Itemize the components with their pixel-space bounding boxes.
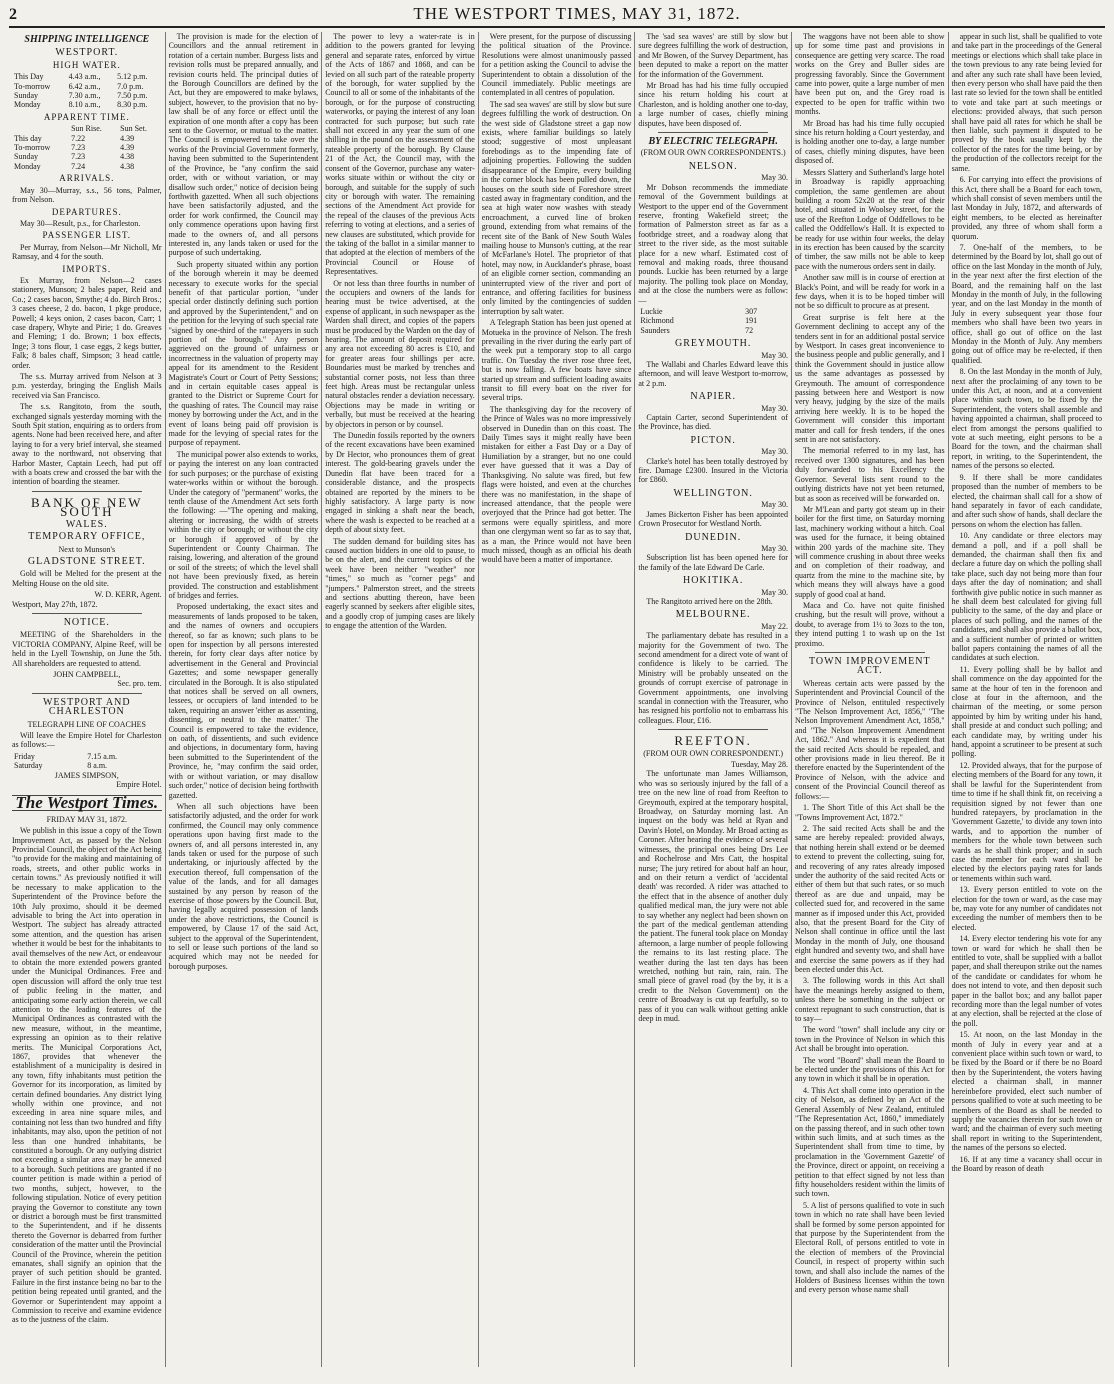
poll-table: [638, 307, 788, 335]
sun-row-cell: 4.38: [120, 152, 135, 162]
notice-role: Sec. pro. tem.: [117, 679, 162, 689]
high-water-row: [12, 100, 162, 109]
article-paragraph: When all such objections have been satisfactorily adjusted, and the order for work confirmed, the Council may only commence operations upon having first made to the owners of, and all persons interested in, any lands taken or used for the purpose of such undertaking, or injuriously affected by the execution thereof, full compensation of the value of the lands, and for all damages sustained by any person by reason of the exercise of those powers by the Council. But, having legally acquired possession of lands under the above restrictions, the Council is empowered, by Clause 17 of the said Act, subject to the approval of the Superintendent, to sell or lease such portions of the land so acquired which may not be needed for borough purposes.: [168, 801, 319, 971]
sun-row-cell: 7.23: [71, 152, 86, 162]
article-paragraph: Proposed undertaking, the exact sites and measurements of lands proposed to be taken, and the names of owners and occupiers thereof, so far as known; such plans to be open for inspection by all persons interested therein, for forty clear days after notice by advertisement in the General and Provincial Gazettes; and some newspaper generally circulated in the Borough. It is also stipulated that notices shall be served on all owners, lessees, or occupiers of land intended to be taken, requiring an answer 'either as assenting, dissenting, or neutral to the matter.' The Council is empowered to take the evidence, on oath, of dissentients, and such evidence and objections, in documentary form, having been submitted to the Superintendent of the Province, he, "may confirm the said order, with or without variation, or may disallow such order," notice of decision being forthwith gazetted.: [168, 602, 319, 800]
article-paragraph: The provision is made for the election of Councillors and the annual retirement in rotation of a certain number. Burgess lists and revision rolls must be prepared annually, and revision courts held. The principal duties of the Borough Councillors are defined by the Act, but they are empowered to make bylaws, subject, however, to the provision that no by-law shall be of any force or effect until the expiration of one month after a copy has been sent to the Governor, or mutual to the matter. The Council is empowered to take over the works of the Provincial Government formerly, having been submitted to the Superintendent of the Province, be "any confirm the said order, with or without variation, or may disallow such order," notice of decision being forthwith gazetted. When all such objections have been satisfactorily adjusted, and the order for work confirmed, the Council may only commence operations upon having first made to the owners of, and all persons interested in, any lands taken or used for the purpose of such undertaking.: [168, 32, 319, 258]
notice-sign: JOHN CAMPBELL,: [53, 669, 121, 679]
telegraph-items: [638, 162, 788, 725]
telegraph-date: May 30.: [761, 587, 788, 597]
sun-row-cell: Monday: [14, 161, 41, 171]
act-clause: 4. This Act shall come into operation in the city of Nelson, as defined by an Act of the General Assembly of New Zealand, entituled "The Representation Act, 1860," immediately on the passing thereof, and in such other town within such limits, and at such times as the Superintendent shall from time to time, by proclamation in the 'Government Gazette' of the Province, direct or appoint, on receiving a petition to that effect signed by not less than fifty householders resident within the limits of such town.: [794, 1085, 945, 1199]
shipping-port: WESTPORT.: [55, 47, 119, 59]
telegraph-sub: (FROM OUR OWN CORRESPONDENTS.): [640, 148, 786, 158]
column-7: [949, 32, 1105, 1367]
poll-name: Luckie: [640, 306, 663, 316]
high-water-row-cell: 8.30 p.m.: [117, 100, 148, 110]
reefton-title: REEFTON.: [674, 733, 752, 749]
notice-body: MEETING of the Shareholders in the VICTORIA COMPANY, Alpine Reef, will be held in the Lyell Township, on June the 5th. All shareholders are requested to attend.: [12, 630, 162, 668]
telegraph-date: May 30.: [761, 173, 788, 183]
article-paragraph: The Dunedin fossils reported by the owners of the recent excavations have been examined by Dr Hector, who pronounces them of great interest. The gold-bearing gravels under the Dunedin flat have been traced for a considerable distance, and the prospects obtained are reported by the miners to be highly satisfactory. A large party is now engaged in sinking a shaft near the beach, where the wash is expected to be reached at a depth of about sixty feet.: [325, 431, 475, 535]
telegraph-date: May 30.: [761, 403, 788, 413]
town-act-clauses-cont: [952, 32, 1102, 1173]
high-water-row: [12, 72, 162, 81]
act-clause: The word "town" shall include any city or town in the Province of Nelson in which this Act shall be brought into operation.: [794, 1025, 945, 1054]
shipping-note: The s.s. Murray arrived from Nelson at 3 p.m. yesterday, bringing the English Mails received via San Francisco.: [12, 372, 162, 400]
coach-row: [12, 752, 162, 761]
telegraph-place: HOKITIKA.: [682, 575, 744, 587]
reefton-date: Tuesday, May 28.: [731, 760, 788, 770]
coaches-title: WESTPORT AND CHARLESTON: [42, 696, 131, 718]
coach-row-cell: 8 a.m.: [87, 761, 108, 771]
act-clause: 10. Any candidate or three electors may demand a poll, and if a poll shall be demanded, the chairman shall then fix and declare a future day on which the polling shall take place, such day not being more than four days after the day of nomination; and shall forthwith give public notice in such manner as he shall deem best calculated for giving full publicity to the same, of the day and place or places of such polling, and the names of the candidates, and shall also provide a ballot box, and a sufficient number of printed or written ballot papers containing the names of all the candidates at such election.: [951, 531, 1102, 663]
poll-name: Richmond: [640, 316, 674, 326]
article-paragraph: The thanksgiving day for the recovery of the Prince of Wales was no more impressively observed in Dunedin than on this coast. The Daily Times says it might really have been mistaken for either a Fast Day or a Day of Humiliation by a stranger, but no one could ever have guessed that it was a Day of Thanksgiving. No salute was fired, but few flags were hoisted, and even at the churches there was no manifestation, in the shape of increased attendance, that the people were overjoyed that the Prince had got better. The sermons were equally spiritless, and more than one clergyman went so far as to say that, as a man, the Prince would not have been much missed, though as an official his death would have been a matter of importance.: [481, 404, 632, 565]
act-clause: 14. Every elector tendering his vote for any town or ward for which he shall then be entitled to vote, shall be supplied with a ballot paper, and shall thereupon strike out the names of the candidate or candidates for whom he does not intend to vote, and then deposit such paper in the ballot box; and any ballot paper recording more than the legal number of votes at any election, shall be rejected at the close of the poll.: [951, 934, 1102, 1028]
sun-row: [12, 143, 162, 152]
sun-row: [12, 152, 162, 161]
article-paragraph: Or not less than three fourths in number of the occupiers and owners of the lands for hearing must be twice advertised, at the expense of applicant, in such newspaper as the Warden shall direct, and copies of the papers must be produced by the Warden on the day of hearing. The amount of deposit required for any area not exceeding 80 acres is £10, and for greater areas four shillings per acre. Boundaries must be marked by trenches and substantial corner posts, not less than three feet high. Areas must be rectangular unless natural obstacles render a deviation necessary. Objections may be made in writing or verbally, but must be received at the hearing by objectors in person or by counsel.: [325, 278, 475, 429]
sun-row-cell: 4.39: [120, 143, 135, 153]
sun-row-cell: 7.24: [71, 161, 86, 171]
high-water-row-cell: 5.12 p.m.: [117, 72, 148, 82]
coaches-place: Empire Hotel.: [116, 780, 162, 790]
passenger-label: PASSENGER LIST.: [42, 230, 132, 241]
sun-row-cell: 4.39: [120, 133, 135, 143]
telegraph-place: WELLINGTON.: [673, 487, 753, 499]
coaches-sign: JAMES SIMPSON,: [54, 770, 119, 780]
shipping-title: SHIPPING INTELLIGENCE: [24, 34, 150, 45]
high-water-row-cell: 7.50 p.m.: [117, 91, 148, 101]
telegraph-date: May 30.: [761, 500, 788, 510]
article-paragraph: The waggons have not been able to show up for some time past and provisions in consequence are getting very scarce. The road works on the Grey and Buller sides are progressing favorably. Since the Government came into power, quite a large number of men have been put on, and the Grey road is expected to be open for traffic within two months.: [794, 32, 945, 117]
telegraph-date: May 30.: [761, 543, 788, 553]
telegraph-place: MELBOURNE.: [675, 609, 751, 621]
sun-row-cell: 7.23: [71, 143, 86, 153]
sun-row-cell: This day: [14, 133, 42, 143]
poll-name: Saunders: [640, 325, 670, 335]
article-paragraph: The 'sad sea waves' are still by slow but sure degrees fulfilling the work of destruction, and Mr Bowen, of the Survey Department, has been deputed to make a report on the matter for the information of the Government.: [638, 32, 788, 79]
high-water-row: [12, 91, 162, 100]
coaches-times: [12, 752, 162, 771]
article-paragraph: Mr Broad has had his time fully occupied since his return holding a Court yesterday, and is holding another one to-day, a large number of cases, chiefly mining disputes, have been disposed of.: [794, 118, 945, 166]
act-clause: 2. The said recited Acts shall be and the same are hereby repealed: provided always, that nothing herein shall extend or be deemed to extend to prevent the collecting, suing for, and recovering of any rates already imposed under the authority of the said recited Acts or either of them but that such rates, or so much thereof as are due and unpaid, may be collected sued for, and recovered in the same manner as if imposed under this Act, provided also, that the present Board for the City of Nelson shall continue in office until the last Monday in the month of July, one thousand eight hundred and seventy two, and shall have and exercise the same powers as if they had been elected under this Act.: [794, 823, 945, 974]
sun-row-cell: Sunday: [14, 152, 38, 162]
lead-article: We publish in this issue a copy of the Town Improvement Act, as passed by the Nelson Provincial Council, the object of the Act being "to provide for the making and maintaining of roads, streets, and other public works in certain towns." As previously notified it will be necessary to make application to the Superintendent of the Province before the 10th July proximo, should it be deemed advisable to bring the Act into operation in Westport. The subject has already attracted some attention, and the question has arisen whether it would be best for the inhabitants to avail themselves of the new Act, or endeavour to obtain the more extended powers granted under the Municipal Ordinances. Free and open discussion will afford the only true test of public feeling in the matter, and anticipating some early action therein, we call attention to the leading features of the Municipal Ordinances as contrasted with the new measure, without, in the meantime, expressing an opinion as to their relative merits. The Municipal Corporations Act, 1867, provides that whenever the establishment of a municipality is desired in any town, fifty inhabitants must petition the Governor for its incorporation, as limited by certain defined boundaries. Any district lying wholly within one province, and not exceeding in area nine square miles, and containing not less than two hundred and fifty inhabitants, may also, upon the petition of not less than one hundred inhabitants, be constituted a borough. Or any outlying district not exceeding a similar area may be annexed to a borough. Such petitions are granted if no counter petition is made within a period of two months, subject, however, to the following stipulation. Notice of every petition praying the Governor to constitute any town or district a borough must be first transmitted to the Superintendent, and if he dissents thereto the Governor is debarred from further consideration of the matter until the Provincial Council of the Province, wherein the petition emanates, shall signify an opinion that the prayer of such petition should be granted. Failure in the first instance being no bar to the petition being repeated until granted, and the Governor or Superintendent may appoint a Commission to receive and examine evidence as to the justness of the claim.: [12, 826, 162, 1325]
shipping-note: The s.s. Rangitoto, from the south, exchanged signals yesterday morning with the South Spit station, enquiring as to orders from agents. None had been received here, and after laying to for a very brief interval, she steamed away to the northward, not observing that Harbor Master, Captain Leech, had put off with a boats crew and crossed the bar with the intention of boarding the steamer.: [12, 402, 162, 487]
sun-head-cell: Sun Set.: [120, 124, 147, 134]
sun-label: APPARENT TIME.: [43, 111, 130, 122]
bank-street: GLADSTONE STREET.: [27, 555, 146, 567]
poll-votes: 72: [745, 325, 754, 335]
column-1: [9, 32, 166, 1367]
bank-next: Next to Munson's: [58, 544, 116, 554]
coaches-body: Will leave the Empire Hotel for Charleston as follows:—: [12, 731, 162, 750]
passenger-text: Per Murray, from Nelson—Mr Nicholl, Mr Ramsay, and 4 for the south.: [12, 242, 162, 262]
act-clause: 16. If at any time a vacancy shall occur in the Board by reason of death: [951, 1154, 1102, 1173]
departures-text: May 30—Result, p.s., for Charleston.: [20, 218, 141, 228]
bank-date: Westport, May 27th, 1872.: [12, 599, 98, 609]
divider: [32, 613, 142, 614]
article-paragraph: Great surprise is felt here at the Government declining to accept any of the tenders sent in for an additional postal service by Westport. In cases great inconvenience to the business people and public generally, and I think the Government should in justice allow us the same advantages as possessed by Greymouth. The amount of correspondence passing between here and Westport is now very heavy, judging by the size of the mails arriving here weekly. It is to be hoped the Government will consider this important matter and call for fresh tenders, if the ones sent in are not satisfactory.: [794, 312, 945, 445]
notice-title: NOTICE.: [63, 616, 110, 628]
town-act-intro: Whereas certain acts were passed by the Superintendent and Provincial Council of the Province of Nelson, entituled respectively "The Nelson Improvement Act, 1856," "The Nelson Improvement Amendment Act, 1858," and "The Nelson Improvement Amendment Act, 1862." And whereas it is expedient that the said recited Acts should be repealed, and other provisions made in lieu thereof. Be it therefore enacted by the Superintendent of the Province of Nelson, with the advice and consent of the Provincial Council thereof as follows:—: [794, 678, 945, 801]
bank-sign: W. D. KERR, Agent.: [94, 590, 162, 600]
telegraph-title: BY ELECTRIC TELEGRAPH.: [648, 136, 778, 148]
page-number: 2: [9, 6, 17, 23]
telegraph-date: May 30.: [761, 350, 788, 360]
article-paragraph: The power to levy a water-rate is in addition to the powers granted for levying general and separate rates, enforced by virtue of the Acts of 1867 and 1868, and can be levied on all such part of the rateable property of the borough, for water supplied by the Council to all or some of the inhabitants of the borough, or for the purpose of constructing waterworks, or paying the interest of any loan contracted for such purpose; but such rate shall not exceed in any year the sum of one shilling in the pound on the assessment of the rateable property of the borough. By Clause 21 of the Act, the Council may, with the consent of the Governor, purchase any water-works situate within or without the city or borough, and suitable for the supply of such city or borough with water. The remaining sections of the Amendment Act provide for the repeal of the clauses of the previous Acts referring to voting at elections, and a series of new clauses are substituted, which provide for the taking of the ballot in a similar manner to that adopted at the election of members of the Provincial Council or House of Representatives.: [325, 32, 475, 277]
act-clause: 12. Provided always, that for the purpose of electing members of the Board for any town, it shall be lawful for the Superintendent from time to time if he shall think fit, on receiving a requisition signed by not fewer than one hundred ratepayers, by proclamation in the 'Government Gazette,' to divide any town into wards, and to apportion the number of members for the whole town between such wards as he shall think proper; and in such case the member for each ward shall be elected by the electors paying rates for lands or tenements within such ward.: [951, 760, 1102, 883]
sun-row-cell: 7.22: [71, 133, 86, 143]
high-water-row-cell: Sunday: [14, 91, 38, 101]
sun-table: [12, 124, 162, 171]
imports-label: IMPORTS.: [62, 263, 112, 274]
telegraph-text: Mr Dobson recommends the immediate removal of the Government buildings at Westport to the upper end of the Government reserve, fronting Wakefield street; the formation of Palmerston street as far as a footbridge street, and a roadway along that street to the river side, as the most suitable place for a new wharf. Estimated cost of removal and making roads, three thousand pounds. Luckie has been returned by a large majority. The polling took place on Monday, and at the close the numbers were as follow:—: [638, 182, 788, 305]
telegraph-text: James Bickerton Fisher has been appointed Crown Prosecutor for Westland North.: [638, 509, 788, 529]
reefton-body: The unfortunate man James Williamson, who was so seriously injured by the fall of a tree on the new line of road from Reefton to Greymouth, expired at the temporary hospital, Broadway, on Saturday morning last. An inquest on the body was held at Ryan and Davin's Hotel, on Monday. Mr Broad acting as Coroner. After hearing the evidence of several witnesses, the principal ones being Drs Lee and Rochelrose and Mrs Catt, the hospital nurse; The jury retired for about half an hour, and on their return a verdict of 'accidental death' was recorded. A rider was attached to the effect that in the absence of another duly qualified medical man, the jury were not able to say whether any neglect had been shown on the part of the medical gentleman attending the patient. The funeral took place on Monday afternoon, a large number of people following the remains to its last resting place. The weather during the last ten days has been wretched, nothing but rain, rain, rain. The small piece of gravel road (by the by, it is a credit to the Nelson Government) on the centre of Broadway is cut up fearfully, so to pass of it you can walk without getting ankle deep in mud.: [638, 769, 788, 1023]
sun-row: [12, 162, 162, 171]
high-water-row-cell: 6.42 a.m.,: [68, 81, 101, 91]
poll-row: [638, 316, 788, 325]
arrivals-text: May 30—Murray, s.s., 56 tons, Palmer, from Nelson.: [12, 185, 162, 205]
paper-date: FRIDAY MAY 31, 1872.: [46, 814, 127, 824]
act-clause: 13. Every person entitled to vote on the election for the town or ward, as the case may be, may vote for any number of candidates not exceeding the number of members then to be elected.: [951, 885, 1102, 932]
masthead: THE WESTPORT TIMES, MAY 31, 1872.: [413, 4, 741, 23]
high-water-row-cell: 7.30 a.m.,: [68, 91, 101, 101]
act-clause: The word "Board" shall mean the Board to be elected under the provisions of this Act for any town in which it shall be in operation.: [794, 1055, 945, 1084]
article-paragraph: Messrs Slattery and Sutherland's large hotel in Broadway is rapidly approaching completion, the same gentlemen are about building a room 52x20 at the rear of their hotel, and situated in Woolsey street, for the use of the Reefton Lodge of Oddfellows to be called the Oddfellow's Hall. It is expected to be ready for use within four weeks, the delay in its erection has been caused by the scarcity of timber, the saw mills not be able to keep pace with the numerous orders sent in daily.: [794, 167, 945, 271]
high-water-row-cell: This Day: [14, 72, 44, 82]
column-6: [792, 32, 949, 1367]
telegraph-place: NAPIER.: [690, 391, 736, 403]
article-paragraph: The sudden demand for building sites has caused auction bidders in one old to pause, to be on the alert, and the current topics of the week have been neither "weather" nor "times," so much as "corner pegs" and "jumpers." Palmerston street, and the streets and sections abutting thereon, have been eagerly scanned by seekers after eligible sites, and a goodly crop of jumping cases are likely to engage the attention of the Warden.: [325, 536, 475, 631]
column-5: [635, 32, 792, 1367]
divider: [32, 491, 142, 492]
sun-head-cell: [12, 124, 69, 133]
telegraph-text: Clarke's hotel has been totally destroyed by fire. Damage £2300. Insured in the Victoria for £860.: [638, 456, 788, 485]
high-water-row-cell: To-morrow: [14, 81, 51, 91]
coach-row-cell: 7.15 a.m.: [87, 751, 118, 761]
high-water-row-cell: 7.0 p.m.: [117, 81, 144, 91]
divider: [658, 132, 768, 133]
bank-body: Gold will be Melted for the present at the Melting House on the old site.: [12, 569, 162, 588]
telegraph-place: DUNEDIN.: [685, 531, 742, 543]
act-clause: 1. The Short Title of this Act shall be the "Towns Improvement Act, 1872.": [794, 803, 945, 822]
poll-row: [638, 307, 788, 316]
divider: [815, 652, 925, 653]
article-paragraph: Mr Broad has had his time fully occupied since his return holding his court at Charleston, and is holding another one to-day, a large number of cases, chiefly mining disputes, have been disposed of.: [638, 81, 788, 128]
act-clause: 11. Every polling shall be by ballot and shall commence on the day appointed for the same at the hour of ten in the forenoon and close at four in the afternoon, and the chairman of the meeting, or some person appointed by him by writing under his hand, shall preside at and conduct such polling; and each candidate may, by writing under his hand, appoint a scrutineer to be present at such polling.: [951, 664, 1102, 759]
telegraph-date: May 30.: [761, 447, 788, 457]
telegraph-text: Subscription list has been opened here for the family of the late Edward De Carle.: [638, 553, 788, 572]
article-paragraph: The memorial referred to in my last, has received over 1300 signatures, and has been duly forwarded to his Excellency the Governor. Several lists sent round to the outlying districts have not yet been returned, but as soon as received will be forwarded on.: [794, 446, 945, 503]
paper-nameplate: The Westport Times.: [12, 795, 162, 810]
act-clause: 8. On the last Monday in the month of July, next after the proclaiming of any town to be under this Act, at noon, and at a convenient place within such town, to be fixed by the Superintendent, the voters shall assemble and having appointed a chairman, shall proceed to elect from amongst the persons qualified to vote at such meeting, eight persons to be a Board for the town, and the chairman shall report, in writing, to the Superintendent, the names of the persons so elected.: [951, 367, 1102, 471]
high-water-row-cell: 4.43 a.m.,: [68, 72, 101, 82]
article-paragraph: Such property situated within any portion of the borough wherein it may be deemed necessary to execute works for the special benefit of that particular portion, "under special order distinctly defining such portion and approved by the Superintendent," and on the petition for the levying of such special rate "signed by one-third of the ratepayers in such portion of the borough." Any person aggrieved on the ground of unfairness or incorrectness in the valuation of property may appeal for its amendment to the Resident Magistrate's Court or Court of Petty Sessions; and in certain equitable cases appeal is granted to the District or Supreme Court for the quashing of rates. The Council may raise money by borrowing under the Act, and in the event of loans being paid off provision is made for the levying of special rates for the purpose of repayment.: [168, 259, 319, 448]
column-4: [479, 32, 636, 1367]
telegraph-text: The Rangitoto arrived here on the 28th.: [646, 596, 773, 606]
sun-row-cell: 4.38: [120, 161, 135, 171]
town-act-clauses: [795, 803, 945, 1295]
article-paragraph: A Telegraph Station has been just opened at Motueka in the province of Nelson. The fresh prevailing in the river during the early part of the week put a temporary stop to all cargo traffic. On Tuesday the river rose three feet, but is now falling. A few boats have since started up stream and sufficient loading awaits transit to fill every boat on the river for several trips.: [481, 318, 632, 403]
telegraph-place: GREYMOUTH.: [674, 338, 752, 350]
divider: [32, 693, 142, 694]
high-water-row: [12, 82, 162, 91]
poll-votes: 307: [745, 306, 758, 316]
telegraph-place: PICTON.: [690, 434, 736, 446]
article-paragraph: The sad sea waves' are still by slow but sure degrees fulfilling the work of destruction. On the west side of Gladstone street a gap now exists, where familiar buildings so lately stood; suggestive of most unpleasant forebodings as to the impending fate of adjoining properties. Following the sudden disappearance of the Empire, every building in the corner block has been pulled down, the houses on the south side of Foreshore street casted away in fragmentary condition, and the sea at high water now washes with steady encroachment, a curved line of broken ground, extending from what remains of the recent site of the Bank of New South Wales mailing house to Munson's cutting, at the rear of McFarlane's Hotel. The proprietor of that hotel, may now, in Aucklander's phrase, boast of an eligible corner section, commanding an uninterrupted view of the river and port of entrance, and offering facilities for business only limited by the contingencies of sudden interruption by salt water.: [481, 99, 632, 316]
poll-row: [638, 326, 788, 335]
high-water-label: HIGH WATER.: [52, 59, 121, 70]
poll-votes: 191: [745, 316, 758, 326]
article-paragraph: Maca and Co. have not quite finished crushing, but the result will prove, without a doubt, to average from 1½ to 3ozs to the ton, they intend putting 1 to wash up on the 1st proximo.: [794, 600, 945, 648]
act-clause: appear in such list, shall be qualified to vote and take part in the proceedings of the General meetings or elections which shall take place in the town previous to any rate being levied for and after any such rate shall have been levied, then every person who shall have paid the then last rate so levied for the town shall be entitled to vote and take part at such meetings or elections: provided always, that such person shall have paid all rates for which he shall be then liable, such payment it disputed to be proved by the book usually kept by the collector of the rates for the time being, or by the production of the collectors receipt for the same.: [951, 32, 1102, 173]
town-act-title: TOWN IMPROVEMENT ACT.: [808, 656, 931, 677]
telegraph-date: May 22.: [761, 621, 788, 631]
coach-row-cell: Saturday: [14, 761, 43, 771]
high-water-row-cell: Monday: [14, 100, 41, 110]
imports-text: Ex Murray, from Nelson—2 cases stationery, Munson; 2 bales paper, Reid and Co.; 2 cases bacon, Smythe; 4 do. Birch Bros.; 3 cases cheese, 2 do. bacon, 1 pkge produce, Powell; 4 keys onion, 2 cases bacon, Carr; 1 case drapery, Whyte and Pirie; 1 do. Greaves and Fleming; 1 do. Brown; 1 box effects, Inge; 3 tons flour, 1 case eggs, 2 kegs butter, Falk; 8 bales chaff, Simpson; 3 head cattle, order.: [12, 275, 162, 370]
reefton-sub: (FROM OUR OWN CORRESPONDENT.): [643, 748, 784, 758]
coach-row: [12, 761, 162, 770]
arrivals-label: ARRIVALS.: [59, 173, 115, 184]
high-water-row-cell: 8.10 a.m.,: [68, 100, 101, 110]
act-clause: 7. One-half of the members, to be determined by the Board by lot, shall go out of office on the last Monday in the month of July, in the year next after the first election of the Board, and the remaining half on the last Monday in the month of July, in the following year, and on the last Monday in the month of July in every subsequent year those four members who shall have been two years in office, shall go out of office on the last Monday in the Month of July. Any members going out of office may be re-elected, if then qualified.: [951, 242, 1102, 365]
telegraph-text: The Wallabi and Charles Edward leave this afternoon, and will leave Westport to-morrow, at 2 p.m.: [638, 360, 788, 388]
coach-row-cell: Friday: [14, 751, 35, 761]
departures-label: DEPARTURES.: [51, 206, 122, 217]
act-clause: 15. At noon, on the last Monday in the month of July in every year and at a convenient place within such town or ward, to be fixed by the Board or if there be no Board then by the Superintendent, the voters having elected a chairman shall, in manner hereinbefore provided, elect such number of persons qualified to vote at such meeting to be members of the Board as shall be needed to supply the vacancies therein for such town or ward; and the chairman of every such meeting shall report in writing to the Superintendent, the names of the persons so elected.: [951, 1030, 1102, 1153]
article-paragraph: Mr M'Lean and party got steam up in their boiler for the first time, on Saturday morning last, machinery working without a hitch. Coal was used for the furnace, it being obtained within 200 yards of the machine site. They will commence crushing in about three weeks and on completion of their roadway, and quartz from the mine to the machine site, by which means they will always have a good supply of good coal at hand.: [794, 504, 945, 599]
sun-row: [12, 134, 162, 143]
bank-title-2: WALES.: [65, 518, 108, 530]
page-header: [9, 4, 1105, 28]
article-paragraph: The municipal power also extends to works, or paying the interest on any loan contracted for such purposes; or the purchase of existing water-works within or without the borough. Under the category of "permanent" works, the tenth clause of the Amendment Act sets forth the following: —"The opening and making, altering or increasing, the width of streets within the city or borough; or without the city or borough if approved of by the Superintendent or County Chairman. The raising, lowering, and alteration of the ground or soil of the streets; of which the level shall not have been previously fixed, as herein provided. The construction and establishment of bridges and ferries.: [168, 449, 319, 600]
act-clause: 3. The following words in this Act shall have the meanings hereby assigned to them, unless there be something in the subject or context repugnant to such construction, that is to say—: [794, 976, 945, 1024]
article-paragraph: Another saw mill is in course of erection at Black's Point, and will be ready for work in a few days, when it is to be hoped timber will not be so difficult to procure as at present.: [794, 273, 945, 311]
sun-row-cell: To-morrow: [14, 143, 51, 153]
column-2: [166, 32, 323, 1367]
bank-title: BANK OF NEW SOUTH: [31, 494, 143, 520]
high-water-table: [12, 72, 162, 110]
divider: [658, 729, 768, 730]
bank-temp-office: TEMPORARY OFFICE,: [28, 531, 146, 543]
article-paragraph: Were present, for the purpose of discussing the political situation of the Province. Resolutions were almost unanimously passed for a petition asking the Council to advise the Superintendent to obtain a dissolution of the Council immediately. Public meetings are contemplated in all centres of population.: [481, 32, 632, 98]
coaches-sub: TELEGRAPH LINE OF COACHES: [27, 719, 147, 729]
telegraph-text: The parliamentary debate has resulted in a majority for the Government of two. The second amendment for a direct vote of want of confidence is likely to be carried. The Ministry will be probably unseated on the grounds of corrupt exercise of patronage in Government appointments, one involving scandal in connection with the Treasurer, who has resigned his portfolio not to embarrass his colleagues. Flour, £16.: [638, 631, 788, 725]
act-clause: 6. For carrying into effect the provisions of this Act, there shall be a Board for each town, which shall consist of seven members until the last Monday in July, 1872, and afterwards of eight members, to be elected as hereinafter provided, any three of whom shall form a quorum.: [951, 175, 1102, 241]
telegraph-text: Captain Carter, second Superintendent of the Province, has died.: [638, 413, 788, 432]
act-clause: 5. A list of persons qualified to vote in such town in which no rate shall have been levied shall be formed by some person appointed for that purpose by the Superintendent from the Electoral Roll, of persons entitled to vote in the election of members of the Provincial Council, in respect of property within such town, and shall also include the names of the Holders of Business licenses within the town and every person whose name shall: [794, 1200, 945, 1295]
newspaper-page: [9, 4, 1105, 1374]
telegraph-place: NELSON.: [688, 160, 738, 172]
sun-head-cell: Sun Rise.: [71, 124, 102, 134]
act-clause: 9. If there shall be more candidates proposed than the number of members to be elected, the chairman shall call for a show of hand separately in favor of each candidate, and after such show of hands, shall declare the persons on whom the election has fallen.: [951, 472, 1102, 529]
column-3: [322, 32, 479, 1367]
